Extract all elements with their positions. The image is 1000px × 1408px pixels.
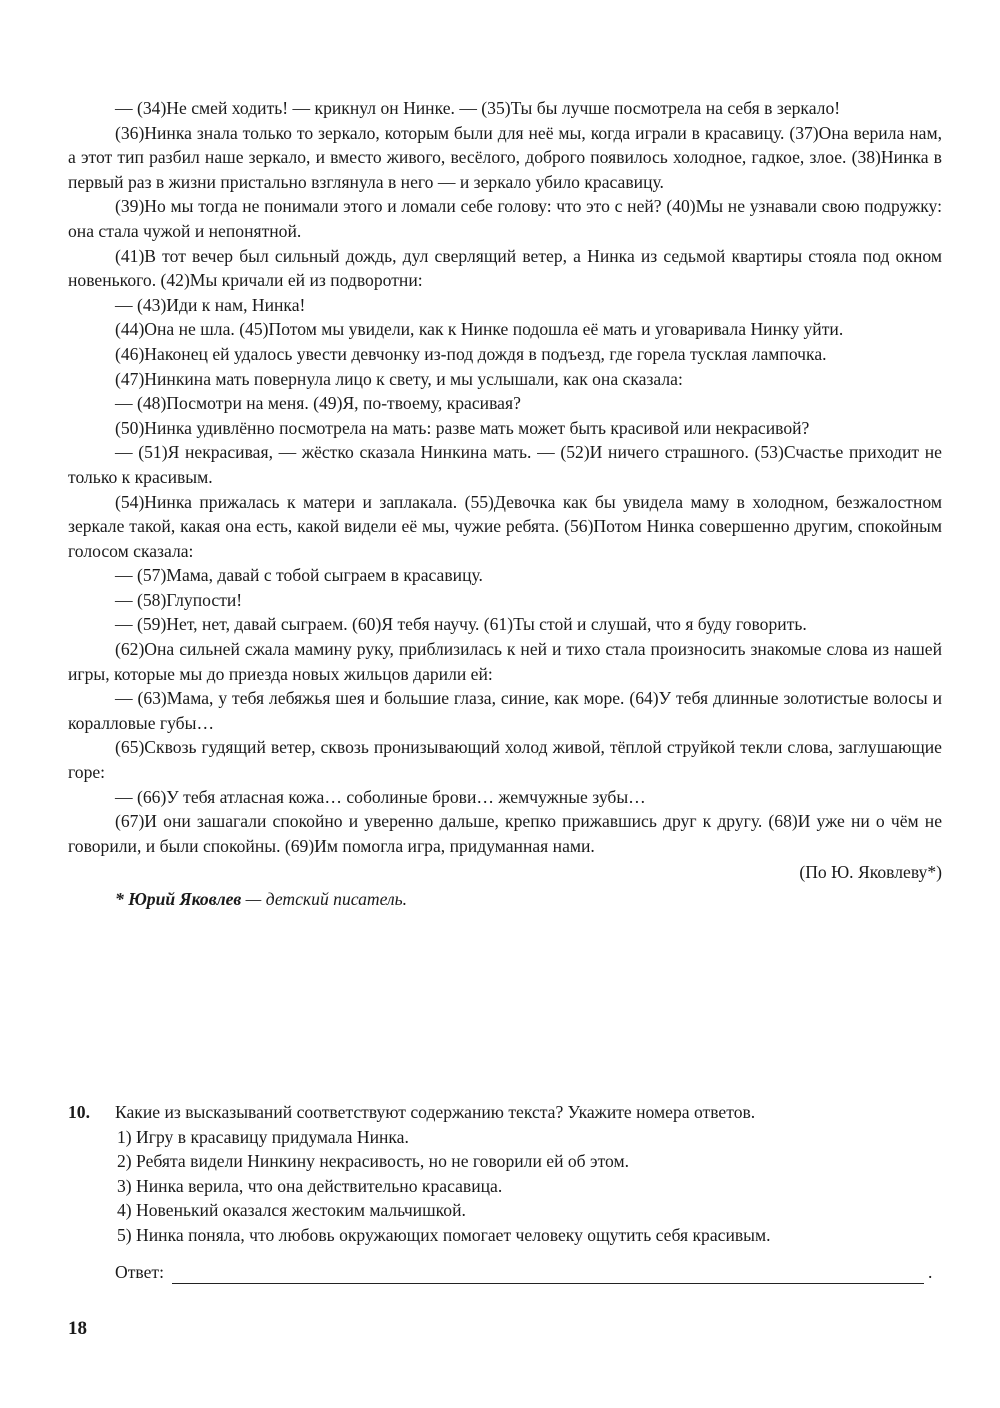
author-footnote [68,887,942,912]
answer-option: 4) Новенький оказался жестоким мальчишкой. [117,1200,466,1221]
story-paragraph: — (48)Посмотри на меня. (49)Я, по-твоему, красивая? [115,393,521,414]
source-attribution: (По Ю. Яковлеву*) [799,862,942,883]
story-paragraph: — (51)Я некрасивая, — жёстко сказала Нинкина мать. — (52)И ничего страшного. (53)Счастье приходит не только к красивым. [68,442,942,487]
story-paragraph: — (58)Глупости! [115,589,243,610]
story-paragraph: (65)Сквозь гудящий ветер, сквозь пронизывающий холод живой, тёплой струйкой текли слова, заглушающие горе: [68,737,942,783]
story-paragraph: (47)Нинкина мать повернула лицо к свету, и мы услышали, как она сказала: [115,368,683,389]
story-text [68,96,942,912]
story-paragraph: — (59)Нет, нет, давай сыграем. (60)Я тебя научу. (61)Ты стой и слушай, что я буду говорить. [115,614,807,635]
footnote-author-name: * Юрий Яковлев [115,889,242,909]
task-question: Какие из высказываний соответствуют содержанию текста? Укажите номера ответов. [115,1102,756,1122]
story-paragraph: (41)В тот вечер был сильный дождь, дул сверлящий ветер, а Нинка из седьмой квартиры стояла под окном новенького. (42)Мы кричали ей из подворотни: [68,245,942,291]
story-paragraph: — (63)Мама, у тебя лебяжья шея и большие глаза, синие, как море. (64)У тебя длинные золотистые волосы и коралловые губы… [68,688,942,733]
answer-option: 3) Нинка верила, что она действительно красавица. [117,1175,503,1196]
answer-end-dot: . [927,1261,933,1282]
answer-options [68,1125,942,1248]
answer-row [115,1260,942,1285]
story-paragraph: (62)Она сильней сжала мамину руку, приблизилась к ней и тихо стала произносить знакомые слова из нашей игры, которые мы до приезда новых жильцов дарили ей: [68,639,942,684]
page-number: 18 [68,1318,87,1339]
story-paragraph: (36)Нинка знала только то зеркало, которым были для неё мы, когда играли в красавицу. (37)Она верила нам, а этот тип разбил наше зеркало, и вместо живого, весёлого, доброго появилось холодное, гадкое, злое. (38)Нинка в первый раз в жизни пристально взглянула в него — и зеркало убило красавицу. [68,122,942,192]
story-paragraph: (39)Но мы тогда не понимали этого и ломали себе голову: что это с ней? (40)Мы не узнавали свою подружку: она стала чужой и непонятной. [68,196,942,241]
answer-option: 2) Ребята видели Нинкину некрасивость, но не говорили ей об этом. [117,1151,630,1172]
story-paragraph: (54)Нинка прижалась к матери и заплакала. (55)Девочка как бы увидела маму в холодном, безжалостном зеркале такой, какая она есть, какой видели её мы, чужие ребята. (56)Потом Нинка совершенно другим, спокойным голосом сказала: [68,491,942,561]
story-paragraph: — (57)Мама, давай с тобой сыграем в красавицу. [115,565,483,586]
story-paragraph: (46)Наконец ей удалось увести девчонку из-под дождя в подъезд, где горела тусклая лампочка. [115,343,827,364]
story-paragraph: (50)Нинка удивлённо посмотрела на мать: разве мать может быть красивой или некрасивой? [115,417,810,438]
story-paragraph: — (43)Иди к нам, Нинка! [115,294,306,315]
answer-option: 5) Нинка поняла, что любовь окружающих помогает человеку ощутить себя красивым. [117,1224,771,1245]
answer-option: 1) Игру в красавицу придумала Нинка. [117,1126,409,1147]
footnote-description: — детский писатель. [241,889,408,909]
story-paragraph: (44)Она не шла. (45)Потом мы увидели, как к Нинке подошла её мать и уговаривала Нинку уйти. [115,319,844,340]
story-paragraph: — (66)У тебя атласная кожа… соболиные брови… жемчужные зубы… [115,786,646,807]
story-paragraph: (67)И они зашагали спокойно и уверенно дальше, крепко прижавшись друг к другу. (68)И уже ни о чём не говорили, и были спокойны. (69)Им помогла игра, придуманная нами. [68,811,942,856]
story-paragraph: — (34)Не смей ходить! — крикнул он Нинке. — (35)Ты бы лучше посмотрела на себя в зеркало! [115,98,841,118]
answer-label: Ответ: [115,1261,164,1282]
task-number: 10. [68,1102,90,1122]
task-10 [68,1100,942,1284]
answer-blank-line[interactable] [172,1265,924,1284]
